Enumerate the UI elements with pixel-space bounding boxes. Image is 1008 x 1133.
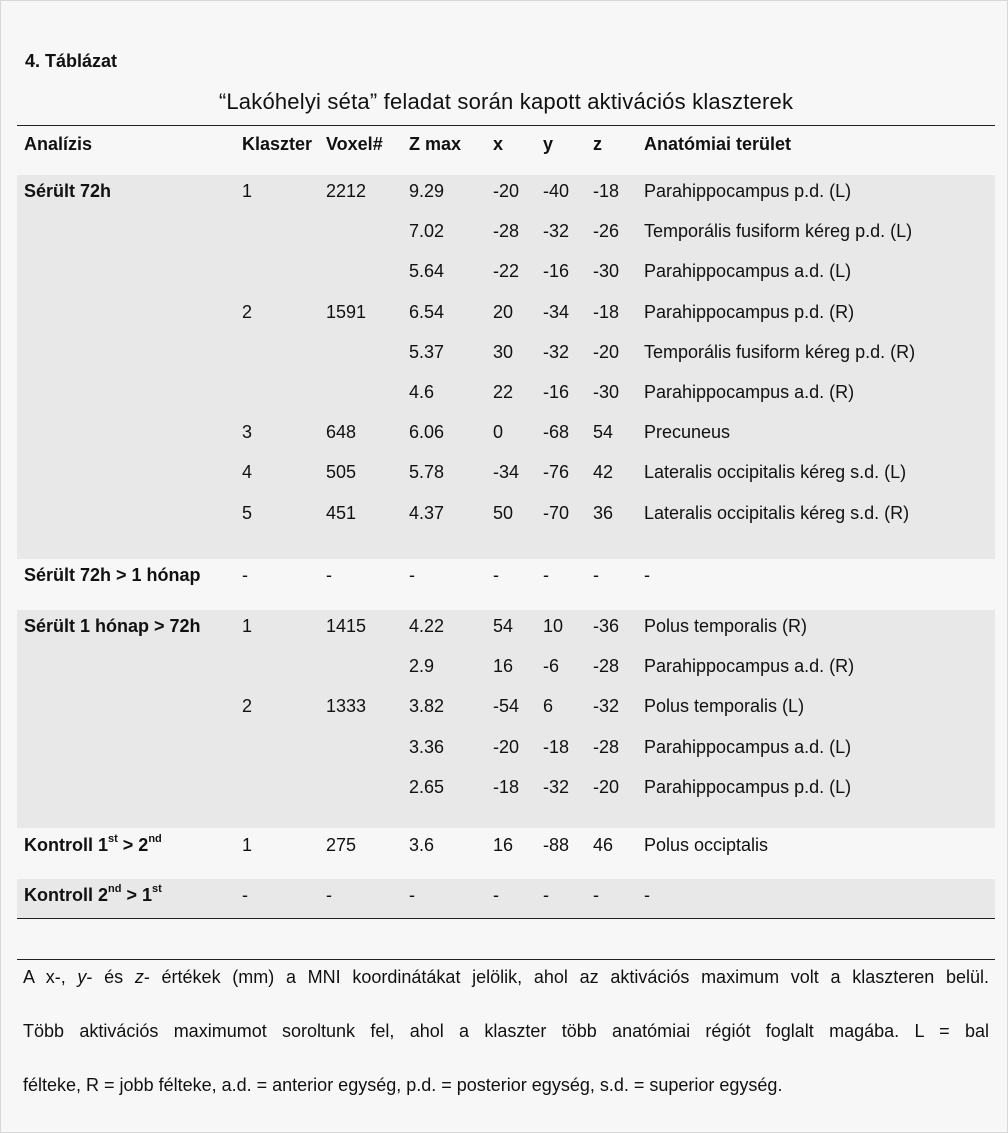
italic-text: z xyxy=(134,967,144,987)
area-cell: - xyxy=(644,565,650,585)
cluster-cell: 3 xyxy=(242,422,253,443)
area-cell: Parahippocampus a.d. (L) xyxy=(644,736,852,757)
y-cell: -76 xyxy=(543,462,570,483)
table-group xyxy=(17,829,995,869)
z-cell: -32 xyxy=(593,696,620,717)
table-row xyxy=(17,456,995,496)
table-row xyxy=(17,497,995,537)
zmax-cell: - xyxy=(409,885,415,905)
table-bottom-rule xyxy=(17,918,995,919)
cluster-cell: 1 xyxy=(242,616,253,636)
cluster-cell: 1 xyxy=(242,835,253,855)
table-row xyxy=(17,336,995,376)
note-line xyxy=(23,1021,989,1042)
table-row xyxy=(17,175,995,215)
x-cell: 16 xyxy=(493,656,514,677)
y-cell: 6 xyxy=(543,696,554,717)
table-row xyxy=(17,879,995,919)
y-cell: - xyxy=(543,885,549,905)
area-cell: Parahippocampus p.d. (L) xyxy=(644,776,852,797)
table-title: “Lakóhelyi séta” feladat során kapott aktivációs klaszterek xyxy=(218,89,794,114)
z-cell: 36 xyxy=(593,502,614,523)
z-cell: -20 xyxy=(593,776,620,797)
table-row xyxy=(17,215,995,255)
table-row xyxy=(17,416,995,456)
z-cell: -30 xyxy=(593,382,620,402)
analysis-cell: Sérült 72h > 1 hónap xyxy=(24,565,201,585)
y-cell: -40 xyxy=(543,181,570,201)
cluster-cell: 5 xyxy=(242,502,253,523)
analysis-text: Kontroll 1 xyxy=(24,835,108,855)
x-cell: -54 xyxy=(493,696,520,717)
analysis-text: Kontroll 2 xyxy=(24,885,108,905)
area-cell: Parahippocampus a.d. (L) xyxy=(644,261,852,282)
y-cell: -32 xyxy=(543,776,570,797)
zmax-cell: 7.02 xyxy=(409,221,445,242)
zmax-cell: 4.22 xyxy=(409,616,445,636)
superscript: st xyxy=(151,883,162,895)
zmax-cell: 3.6 xyxy=(409,835,435,855)
zmax-cell: 5.78 xyxy=(409,462,445,483)
zmax-cell: 5.37 xyxy=(409,341,445,362)
superscript: nd xyxy=(148,833,162,845)
zmax-cell: 6.54 xyxy=(409,301,445,322)
table-row xyxy=(17,296,995,336)
table-row xyxy=(17,771,995,811)
header-zmax: Z max xyxy=(409,134,462,154)
analysis-cell: Sérült 1 hónap > 72h xyxy=(24,616,201,636)
analysis-cell xyxy=(24,835,162,856)
table-row xyxy=(17,829,995,869)
table-group xyxy=(17,879,995,919)
zmax-cell: 6.06 xyxy=(409,422,445,443)
zmax-cell: 2.9 xyxy=(409,656,435,677)
table-row xyxy=(17,255,995,295)
header-y: y xyxy=(543,134,554,154)
zmax-cell: 4.37 xyxy=(409,502,445,523)
z-cell: -18 xyxy=(593,181,620,201)
header-voxel: Voxel# xyxy=(326,134,383,154)
z-cell: - xyxy=(593,885,599,905)
cluster-cell: 2 xyxy=(242,301,253,322)
table-header xyxy=(17,129,995,165)
analysis-cell xyxy=(24,885,162,906)
voxel-cell: 1333 xyxy=(326,696,367,717)
italic-text: y xyxy=(77,967,87,987)
note-text: félteke, R = jobb félteke, a.d. = anterior egység, p.d. = posterior egység, s.d. = superior egység. xyxy=(23,1075,783,1095)
table-row xyxy=(17,559,995,599)
analysis-cell: Sérült 72h xyxy=(24,181,112,201)
analysis-text: > 1 xyxy=(121,885,152,905)
voxel-cell: 275 xyxy=(326,835,357,855)
voxel-cell: 1415 xyxy=(326,616,367,636)
z-cell: -26 xyxy=(593,221,620,242)
x-cell: -34 xyxy=(493,462,520,483)
z-cell: 46 xyxy=(593,835,614,855)
area-cell: Temporális fusiform kéreg p.d. (R) xyxy=(644,341,916,362)
area-cell: Polus temporalis (L) xyxy=(644,696,805,717)
note-text: - és xyxy=(86,967,135,987)
y-cell: -70 xyxy=(543,502,570,523)
table-row xyxy=(17,376,995,416)
y-cell: -32 xyxy=(543,221,570,242)
note-line xyxy=(23,967,989,988)
cluster-cell: - xyxy=(242,885,248,905)
zmax-cell: 9.29 xyxy=(409,181,445,201)
header-analysis: Analízis xyxy=(24,134,93,154)
table-row xyxy=(17,650,995,690)
table-row xyxy=(17,690,995,730)
x-cell: -28 xyxy=(493,221,520,242)
z-cell: -36 xyxy=(593,616,620,636)
superscript: st xyxy=(108,833,118,845)
y-cell: -34 xyxy=(543,301,570,322)
x-cell: 50 xyxy=(493,502,514,523)
table-label: 4. Táblázat xyxy=(25,51,118,71)
superscript: nd xyxy=(108,883,122,895)
x-cell: 54 xyxy=(493,616,514,636)
area-cell: Parahippocampus p.d. (L) xyxy=(644,181,852,201)
area-cell: - xyxy=(644,885,650,905)
z-cell: -28 xyxy=(593,656,620,677)
voxel-cell: - xyxy=(326,885,332,905)
z-cell: -30 xyxy=(593,261,620,282)
cluster-cell: 1 xyxy=(242,181,253,201)
note-text: - értékek (mm) a MNI koordinátákat jelölik, ahol az aktivációs maximum volt a klaszteren belül. xyxy=(143,967,989,987)
voxel-cell: 1591 xyxy=(326,301,367,322)
cluster-cell: 4 xyxy=(242,462,253,483)
notes-top-rule xyxy=(17,959,995,960)
area-cell: Parahippocampus p.d. (R) xyxy=(644,301,855,322)
note-text: Több aktivációs maximumot soroltunk fel, ahol a klaszter több anatómiai régiót foglalt magába. L = bal xyxy=(23,1021,989,1041)
cluster-cell: 2 xyxy=(242,696,253,717)
voxel-cell: - xyxy=(326,565,332,585)
area-cell: Polus temporalis (R) xyxy=(644,616,808,636)
table-group xyxy=(17,610,995,828)
header-z: z xyxy=(593,134,602,154)
x-cell: -22 xyxy=(493,261,520,282)
y-cell: -88 xyxy=(543,835,570,855)
header-cluster: Klaszter xyxy=(242,134,313,154)
x-cell: -20 xyxy=(493,181,520,201)
z-cell: -28 xyxy=(593,736,620,757)
y-cell: -68 xyxy=(543,422,570,443)
table-group xyxy=(17,175,995,559)
table-row xyxy=(17,731,995,771)
zmax-cell: 5.64 xyxy=(409,261,445,282)
area-cell: Lateralis occipitalis kéreg s.d. (R) xyxy=(644,502,910,523)
z-cell: - xyxy=(593,565,599,585)
area-cell: Polus occiptalis xyxy=(644,835,769,855)
area-cell: Parahippocampus a.d. (R) xyxy=(644,382,855,402)
analysis-text: > 2 xyxy=(117,835,149,855)
x-cell: 16 xyxy=(493,835,514,855)
zmax-cell: 3.82 xyxy=(409,696,445,717)
x-cell: - xyxy=(493,565,499,585)
z-cell: 42 xyxy=(593,462,614,483)
cluster-cell: - xyxy=(242,565,248,585)
x-cell: 30 xyxy=(493,341,514,362)
x-cell: 0 xyxy=(493,422,504,443)
y-cell: - xyxy=(543,565,549,585)
area-cell: Temporális fusiform kéreg p.d. (L) xyxy=(644,221,913,242)
voxel-cell: 648 xyxy=(326,422,357,443)
z-cell: 54 xyxy=(593,422,614,443)
zmax-cell: 2.65 xyxy=(409,776,445,797)
x-cell: -18 xyxy=(493,776,520,797)
voxel-cell: 2212 xyxy=(326,181,367,201)
area-cell: Parahippocampus a.d. (R) xyxy=(644,656,855,677)
y-cell: -32 xyxy=(543,341,570,362)
x-cell: -20 xyxy=(493,736,520,757)
y-cell: -16 xyxy=(543,261,570,282)
header-x: x xyxy=(493,134,504,154)
x-cell: - xyxy=(493,885,499,905)
y-cell: -18 xyxy=(543,736,570,757)
zmax-cell: 4.6 xyxy=(409,382,435,402)
table-row xyxy=(17,610,995,650)
note-line xyxy=(23,1075,989,1096)
zmax-cell: 3.36 xyxy=(409,736,445,757)
y-cell: 10 xyxy=(543,616,564,636)
note-text: A x-, xyxy=(23,967,78,987)
voxel-cell: 505 xyxy=(326,462,357,483)
area-cell: Lateralis occipitalis kéreg s.d. (L) xyxy=(644,462,907,483)
z-cell: -18 xyxy=(593,301,620,322)
table-group xyxy=(17,559,995,599)
y-cell: -16 xyxy=(543,382,570,402)
x-cell: 22 xyxy=(493,382,514,402)
header-area: Anatómiai terület xyxy=(644,134,792,154)
zmax-cell: - xyxy=(409,565,415,585)
table-top-rule xyxy=(17,125,995,126)
z-cell: -20 xyxy=(593,341,620,362)
x-cell: 20 xyxy=(493,301,514,322)
y-cell: -6 xyxy=(543,656,560,677)
area-cell: Precuneus xyxy=(644,422,731,443)
voxel-cell: 451 xyxy=(326,502,357,523)
